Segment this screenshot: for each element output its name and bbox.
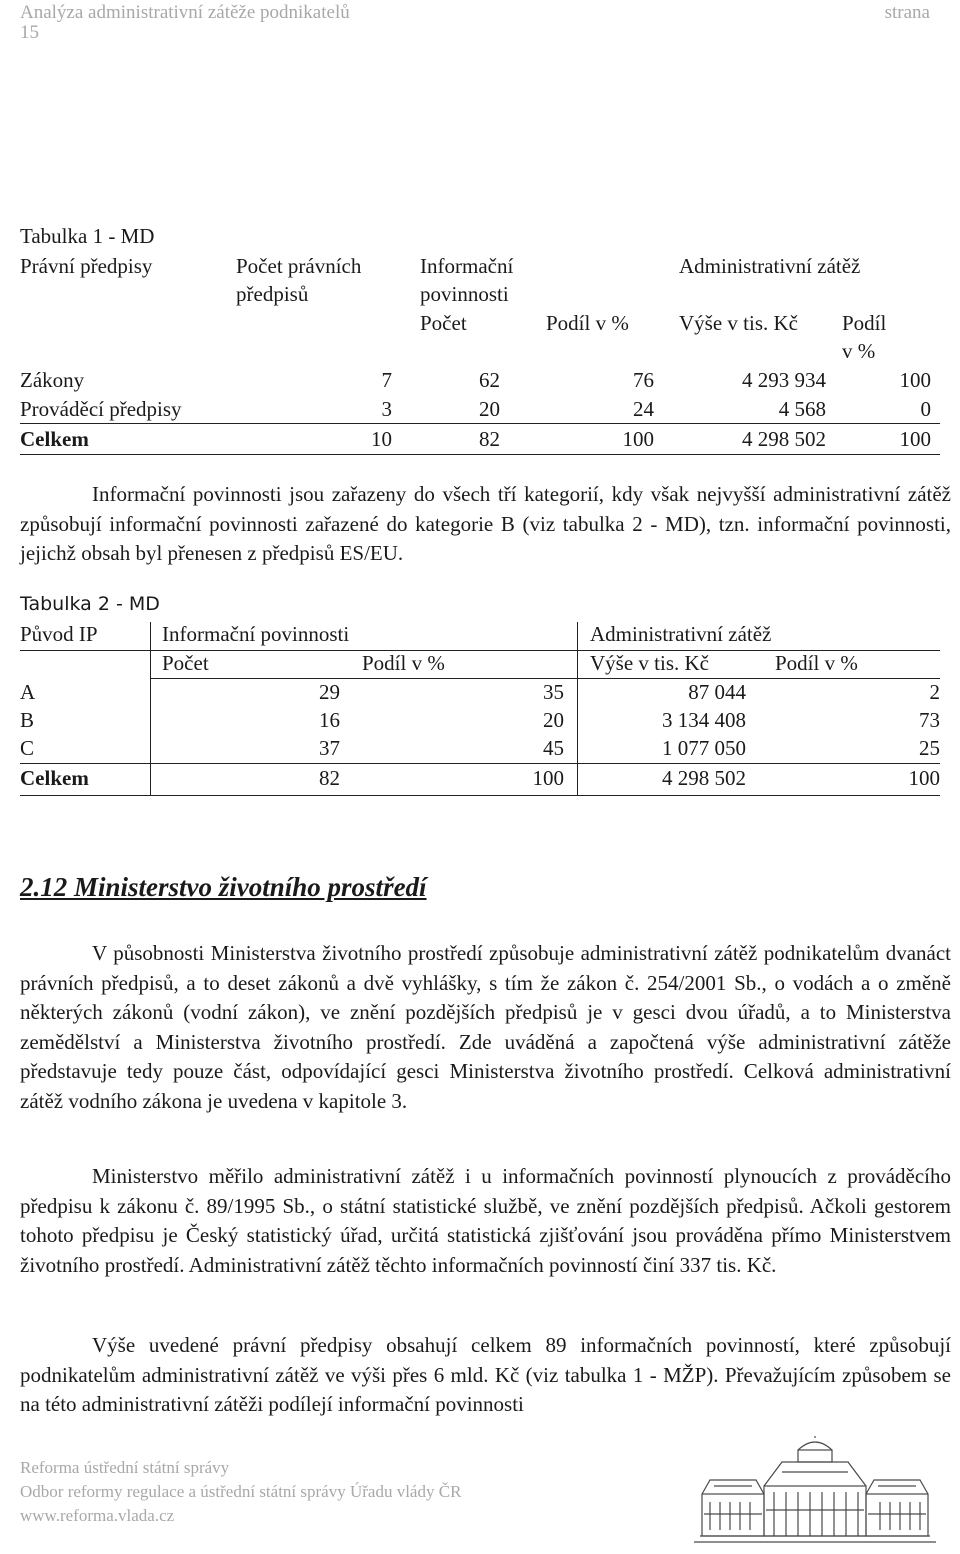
table1-row-share: 24 <box>633 397 654 421</box>
table2-row-share2: 25 <box>919 736 940 760</box>
table2-row-count: 16 <box>319 708 340 732</box>
table1-col-info-line2: povinnosti <box>420 282 509 306</box>
section-heading: 2.12 Ministerstvo životního prostředí <box>20 872 427 902</box>
table1-sub-share2-line2: v % <box>842 339 876 363</box>
table2-row-share2: 73 <box>919 708 940 732</box>
table1-total-rule-top <box>20 423 940 424</box>
table2-divider-2 <box>577 622 578 796</box>
table2-total-name: Celkem <box>20 766 89 790</box>
table1-row-count: 20 <box>479 397 500 421</box>
table2-row-amount: 3 134 408 <box>662 708 746 732</box>
table1-row-count: 62 <box>479 368 500 392</box>
paragraph-categories: Informační povinnosti jsou zařazeny do všech tří kategorií, kdy však nejvyšší administrativní zátěž způsobují informační povinnosti zařazené do kategorie B (viz tabulka 2 - MD), tzn. informační povinnosti, jejichž obsah byl přenesen z předpisů ES/EU. <box>20 482 951 566</box>
table2-row-name: C <box>20 736 35 760</box>
table1-col-info: Informační <box>420 254 514 278</box>
paragraph-summary: Výše uvedené právní předpisy obsahují celkem 89 informačních povinností, které způsobují podnikatelům administrativní zátěž ve výši přes 6 mld. Kč (viz tabulka 1 - MŽP). Převažujícím způsobem se na této administrativní zátěži podílejí informační povinnosti <box>20 1333 951 1417</box>
table2-total-rule-top <box>20 763 940 764</box>
table1-row-name: Zákony <box>20 368 85 392</box>
table1-col-burden: Administrativní zátěž <box>679 254 861 278</box>
table1-total-rule-bottom <box>20 454 940 455</box>
table1-total-share: 100 <box>622 427 654 451</box>
table2-row-name: B <box>20 708 35 732</box>
table2-row-share: 45 <box>543 736 564 760</box>
table2-total-rule-bottom <box>20 795 940 796</box>
header-page-number: 15 <box>20 22 39 43</box>
header-title: Analýza administrativní zátěže podnikatelů <box>20 2 350 23</box>
table2-total-share2: 100 <box>908 766 940 790</box>
table2-total-count: 82 <box>319 766 340 790</box>
table1-sub-amount: Výše v tis. Kč <box>679 311 798 335</box>
table2-col-info: Informační povinnosti <box>162 622 350 646</box>
footer-link[interactable]: www.reforma.vlada.cz <box>20 1506 175 1525</box>
table1-row-name: Prováděcí předpisy <box>20 397 182 421</box>
table1-col-legal: Právní předpisy <box>20 254 153 278</box>
table2-col-origin: Původ IP <box>20 622 98 646</box>
table2-row-amount: 87 044 <box>688 680 746 704</box>
table2-sub-share2: Podíl v % <box>775 651 858 675</box>
table2-divider-1 <box>150 622 151 796</box>
table1-row-share2: 100 <box>899 368 931 392</box>
table2-col-burden: Administrativní zátěž <box>590 622 772 646</box>
table2-subheader-rule <box>150 678 940 679</box>
footer-line1: Reforma ústřední státní správy <box>20 1458 230 1477</box>
table1-sub-count: Počet <box>420 311 467 335</box>
table1-row-share: 76 <box>633 368 654 392</box>
table1-total-regs: 10 <box>371 427 392 451</box>
table2-row-amount: 1 077 050 <box>662 736 746 760</box>
table2-header-rule <box>20 650 940 651</box>
table2-caption: Tabulka 2 - MD <box>20 593 160 615</box>
table1-caption: Tabulka 1 - MD <box>20 224 155 248</box>
table1-row-regs: 7 <box>381 368 392 392</box>
table1-sub-share: Podíl v % <box>546 311 629 335</box>
footer-line2: Odbor reformy regulace a ústřední státní správy Úřadu vlády ČR <box>20 1482 462 1501</box>
table2-sub-share: Podíl v % <box>362 651 445 675</box>
table2-sub-amount: Výše v tis. Kč <box>590 651 709 675</box>
table2-total-amount: 4 298 502 <box>662 766 746 790</box>
table2-row-count: 29 <box>319 680 340 704</box>
table1-total-count: 82 <box>479 427 500 451</box>
table2-row-name: A <box>20 680 36 704</box>
table1-sub-share2: Podíl <box>842 311 887 335</box>
table1-row-amount: 4 293 934 <box>742 368 826 392</box>
table2-row-share: 20 <box>543 708 564 732</box>
government-building-icon <box>690 1436 940 1548</box>
table1-total-share2: 100 <box>899 427 931 451</box>
table2-row-share2: 2 <box>929 680 940 704</box>
table1-row-amount: 4 568 <box>778 397 826 421</box>
paragraph-ministry-scope: V působnosti Ministerstva životního prostředí způsobuje administrativní zátěž podnikatelům dvanáct právních předpisů, a to deset zákonů a dvě vyhlášky, s tím že zákon č. 254/2001 Sb., o vodách a o změně některých zákonů (vodní zákon), ve znění pozdějších předpisů je v gesci dvou úřadů, a to Ministerstva zemědělství a Ministerstva životního prostředí. Zde uváděná a započtená výše administrativní zátěže představuje tedy pouze část, odpovídající gesci Ministerstva životního prostředí. Celková administrativní zátěž vodního zákona je uvedena v kapitole 3. <box>20 941 951 1113</box>
table2-total-share: 100 <box>532 766 564 790</box>
table2-row-count: 37 <box>319 736 340 760</box>
table2-sub-count: Počet <box>162 651 209 675</box>
table1-total-name: Celkem <box>20 427 89 451</box>
paragraph-statistics: Ministerstvo měřilo administrativní zátěž i u informačních povinností plynoucích z prováděcího předpisu k zákonu č. 89/1995 Sb., o státní statistické službě, ve znění pozdějších předpisů. Ačkoli gestorem tohoto předpisu je Český statistický úřad, určitá statistická zjišťování jsou prováděna přímo Ministerstvem životního prostředí. Administrativní zátěž těchto informačních povinností činí 337 tis. Kč. <box>20 1164 951 1277</box>
table1-row-regs: 3 <box>381 397 392 421</box>
table1-total-amount: 4 298 502 <box>742 427 826 451</box>
table2-row-share: 35 <box>543 680 564 704</box>
table1-row-share2: 0 <box>920 397 931 421</box>
table1-col-count-line2: předpisů <box>236 282 309 306</box>
table1-col-count: Počet právních <box>236 254 362 278</box>
header-page-label: strana <box>884 2 930 23</box>
